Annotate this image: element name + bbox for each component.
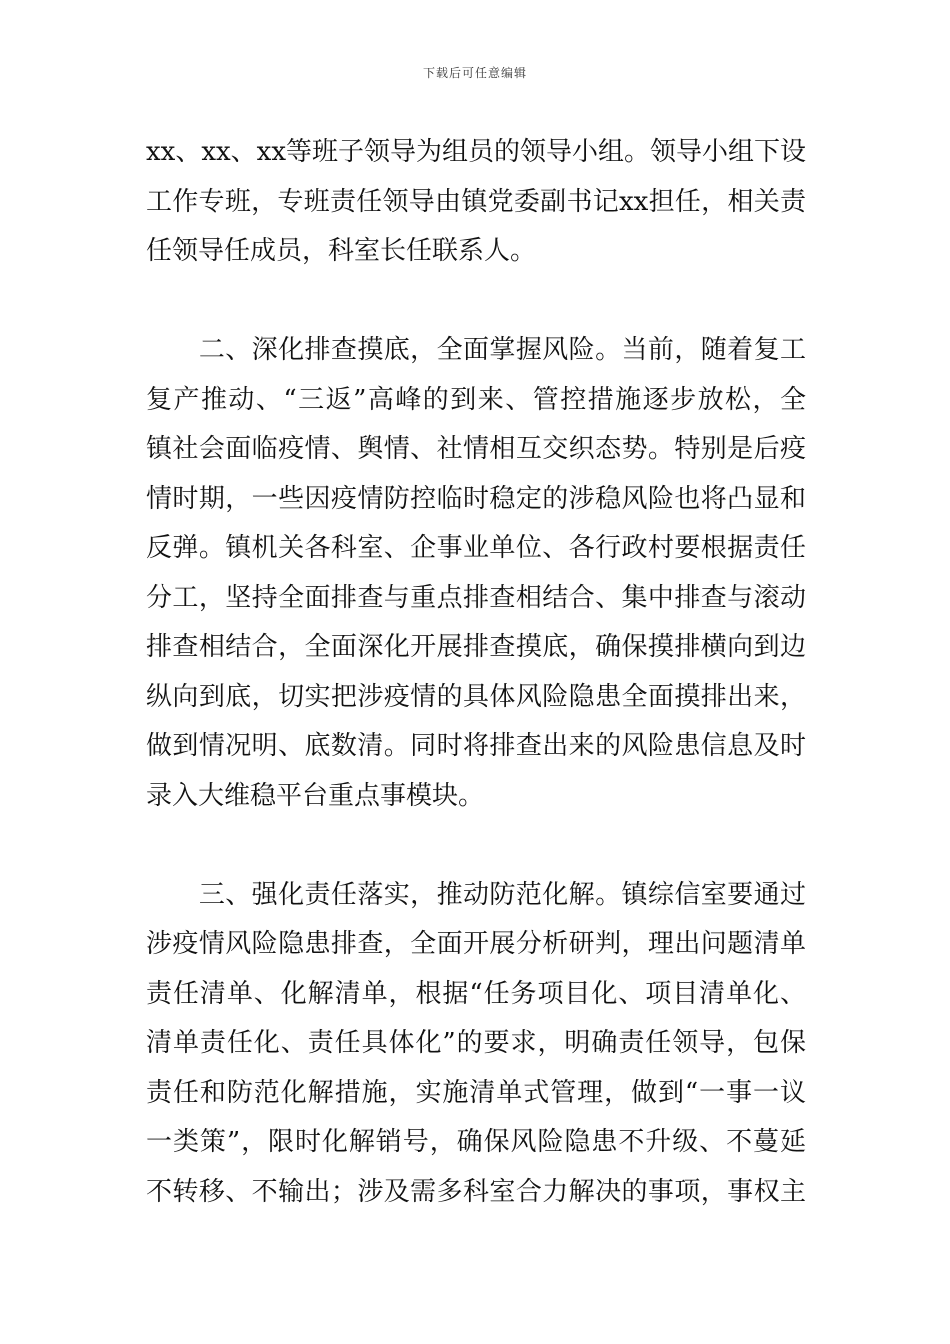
text-line: 涉疫情风险隐患排查，全面开展分析研判，理出问题清单 (146, 929, 806, 959)
text-line: 责任清单、化解清单，根据“任务项目化、项目清单化、 (146, 978, 806, 1009)
paragraph-section-three (146, 871, 806, 1218)
text-line: 情时期，一些因疫情防控临时稳定的涉稳风险也将凸显和 (146, 483, 806, 514)
text-line: 复产推动、“三返”高峰的到来、管控措施逐步放松，全 (146, 384, 806, 415)
text-line: 不转移、不输出；涉及需多科室合力解决的事项，事权主 (146, 1176, 806, 1207)
text-line: 二、深化排查摸底，全面掌握风险。当前，随着复工 (146, 335, 806, 365)
text-line: 任领导任成员，科室长任联系人。 (146, 236, 537, 266)
text-line: xx、xx、xx等班子领导为组员的领导小组。领导小组下设 (146, 137, 806, 167)
text-line: 反弹。镇机关各科室、企事业单位、各行政村要根据责任 (146, 533, 806, 563)
text-line: 录入大维稳平台重点事模块。 (146, 780, 485, 811)
text-line: 镇社会面临疫情、舆情、社情相互交织态势。特别是后疫 (146, 434, 806, 464)
text-line: 排查相结合，全面深化开展排查摸底，确保摸排横向到边 (146, 632, 806, 662)
paragraph-spacer (146, 277, 806, 327)
text-line: 责任和防范化解措施，实施清单式管理，做到“一事一议 (146, 1077, 806, 1108)
paragraph-leading-group (146, 128, 806, 277)
text-line: 分工，坚持全面排查与重点排查相结合、集中排查与滚动 (146, 582, 806, 613)
page-header: 下载后可任意编辑 (422, 66, 527, 80)
paragraph-section-two (146, 326, 806, 821)
paragraph-spacer (146, 821, 806, 871)
text-line: 三、强化责任落实，推动防范化解。镇综信室要通过 (146, 879, 806, 910)
text-line: 做到情况明、底数清。同时将排查出来的风险患信息及时 (146, 731, 806, 761)
text-line: 纵向到底，切实把涉疫情的具体风险隐患全面摸排出来， (146, 681, 806, 712)
document-body (146, 128, 806, 1217)
text-line: 清单责任化、责任具体化”的要求，明确责任领导，包保 (146, 1028, 806, 1058)
text-line: 工作专班，专班责任领导由镇党委副书记xx担任，相关责 (146, 186, 806, 217)
text-line: 一类策”，限时化解销号，确保风险隐患不升级、不蔓延 (146, 1127, 806, 1157)
